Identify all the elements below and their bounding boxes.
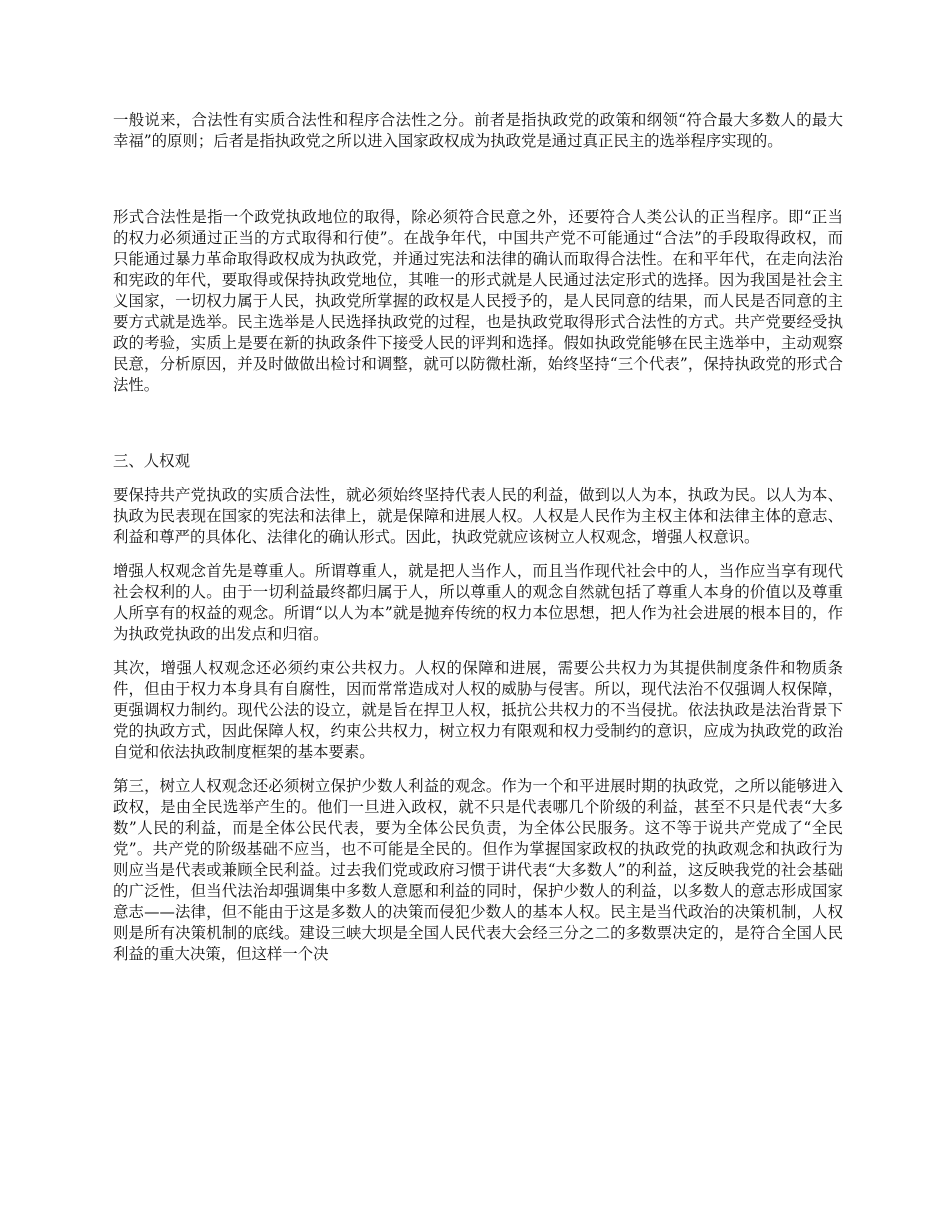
paragraph-restrain-public-power: 其次，增强人权观念还必须约束公共权力。人权的保障和进展，需要公共权力为其提供制度条件和物质条件，但由于权力本身具有自腐性，因而常常造成对人权的威胁与侵害。所以，现代法治不仅强调人权保障，更强调权力制约。现代公法的设立，就是旨在捍卫人权，抵抗公共权力的不当侵扰。依法执政是法治背景下党的执政方式，因此保障人权，约束公共权力，树立权力有限观和权力受制约的意识，应成为执政党的政治自觉和依法执政制度框架的基本要素。 bbox=[113, 659, 843, 761]
paragraph-protect-minority: 第三，树立人权观念还必须树立保护少数人利益的观念。作为一个和平进展时期的执政党，之所以能够进入政权，是由全民选举产生的。他们一旦进入政权，就不只是代表哪几个阶级的利益，甚至不只是代表“大多数”人民的利益，而是全体公民代表，要为全体公民负责，为全体公民服务。这不等于说共产党成了“全民党”。共产党的阶级基础不应当，也不可能是全民的。但作为掌握国家政权的执政党的执政观念和执政行为则应当是代表或兼顾全民利益。过去我们党或政府习惯于讲代表“大多数人”的利益，这反映我党的社会基础的广泛性，但当代法治却强调集中多数人意愿和利益的同时，保护少数人的利益，以多数人的意志形成国家意志——法律，但不能由于这是多数人的决策而侵犯少数人的基本人权。民主是当代政治的决策机制，人权则是所有决策机制的底线。建设三峡大坝是全国人民代表大会经三分之二的多数票决定的，是符合全国人民利益的重大决策，但这样一个决 bbox=[113, 777, 843, 963]
document-page bbox=[113, 110, 843, 965]
paragraph-legitimacy-types: 一般说来，合法性有实质合法性和程序合法性之分。前者是指执政党的政策和纲领“符合最大多数人的最大幸福”的原则；后者是指执政党之所以进入国家政权成为执政党是通过真正民主的选举程序实现的。 bbox=[113, 111, 843, 150]
section-heading: 三、人权观 bbox=[113, 452, 190, 470]
paragraph-formal-legitimacy: 形式合法性是指一个政党执政地位的取得，除必须符合民意之外，还要符合人类公认的正当程序。即“正当的权力必须通过正当的方式取得和行使”。在战争年代，中国共产党不可能通过“合法”的手段取得政权，而只能通过暴力革命取得政权成为执政党，并通过宪法和法律的确认而取得合法性。在和平年代，在走向法治和宪政的年代，要取得或保持执政党地位，其唯一的形式就是人民通过法定形式的选择。因为我国是社会主义国家，一切权力属于人民，执政党所掌握的政权是人民授予的，是人民同意的结果，而人民是否同意的主要方式就是选举。民主选举是人民选择执政党的过程，也是执政党取得形式合法性的方式。共产党要经受执政的考验，实质上是要在新的执政条件下接受人民的评判和选择。假如执政党能够在民主选举中，主动观察民意，分析原因，并及时做做出检讨和调整，就可以防微杜渐，始终坚持“三个代表”，保持执政党的形式合法性。 bbox=[113, 208, 843, 394]
paragraph-human-rights-intro: 要保持共产党执政的实质合法性，就必须始终坚持代表人民的利益，做到以人为本，执政为民。以人为本、执政为民表现在国家的宪法和法律上，就是保障和进展人权。人权是人民作为主权主体和法律主体的意志、利益和尊严的具体化、法律化的确认形式。因此，执政党就应该树立人权观念，增强人权意识。 bbox=[113, 486, 843, 546]
paragraph-respect-people: 增强人权观念首先是尊重人。所谓尊重人，就是把人当作人，而且当作现代社会中的人，当作应当享有现代社会权利的人。由于一切利益最终都归属于人，所以尊重人的观念自然就包括了尊重人本身的价值以及尊重人所享有的权益的观念。所谓“以人为本”就是抛弃传统的权力本位思想，把人作为社会进展的根本目的，作为执政党执政的出发点和归宿。 bbox=[113, 562, 843, 643]
